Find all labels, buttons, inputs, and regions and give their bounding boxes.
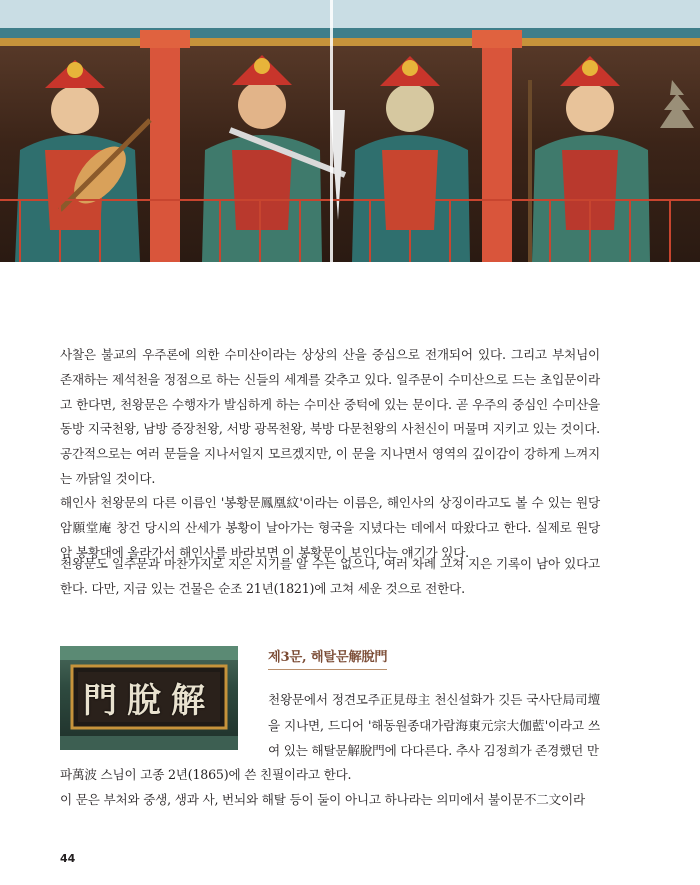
body-paragraph-3: 천왕문도 일주문과 마찬가지로 지은 시기를 알 수는 없으나, 여러 차례 고쳐 지은 기록이 남아 있다고 한다. 다만, 지금 있는 건물은 순조 21년(1821)에 고쳐 세운 것으로 전한다. — [60, 556, 600, 596]
body-paragraph-2: 해인사 천왕문의 다른 이름인 '봉황문鳳凰紋'이라는 이름은, 해인사의 상징이라고도 볼 수 있는 원당암願堂庵 창건 당시의 산세가 봉황이 날아가는 형국을 지녔다는 데에서 따왔다고 한다. 실제로 원당암 봉황대에 올라가서 해인사를 바라보면 이 봉황문이 보인다는 얘기가 있다. — [60, 495, 600, 560]
haetalmun-signboard-photo — [60, 646, 238, 750]
four-heavenly-kings-photo — [0, 0, 700, 262]
body-paragraph-1: 사찰은 불교의 우주론에 의한 수미산이라는 상상의 산을 중심으로 전개되어 있다. 그리고 부처님이 존재하는 제석천을 정점으로 하는 신들의 세계를 갖추고 있다. 일주문이 수미산으로 드는 초입문이라고 한다면, 천왕문은 수행자가 발심하게 하는 수미산 중턱에 있는 문이다. 곧 우주의 중심인 수미산을 동방 지국천왕, 남방 증장천왕, 서방 광목천왕, 북방 다문천왕의 사천신이 머물며 지키고 있는 것이다. 공간적으로는 여러 문들을 지나서일지 모르겠지만, 이 문을 지나면서 영역의 깊이감이 강하게 느껴지는 까닭일 것이다. — [60, 347, 600, 486]
guardian-kings-illustration — [0, 0, 700, 262]
king-figure-2 — [202, 55, 345, 262]
photo-divider — [330, 0, 333, 262]
page-number: 44 — [60, 852, 76, 865]
subsection-title: 제3문, 해탈문解脫門 — [268, 646, 387, 670]
king-figure-1 — [15, 60, 150, 262]
signboard-calligraphy: 門脫解 — [83, 680, 215, 721]
subsection-paragraph-wrapped: 천왕문에서 정견모주正見母主 천신설화가 깃든 국사단局司壇을 지나면, 드디어 '해동원종대가람海東元宗大伽藍'이라고 쓰여 있는 해탈문解脫門에 다다른다. 추사 김정희가 존경했던 만 — [268, 692, 600, 759]
subsection-paragraph-full: 파萬波 스님이 고종 2년(1865)에 쓴 친필이라고 한다. 이 문은 부처와 중생, 생과 사, 번뇌와 해탈 등이 둘이 아니고 하나라는 의미에서 불이문不二文이라 — [60, 767, 585, 807]
